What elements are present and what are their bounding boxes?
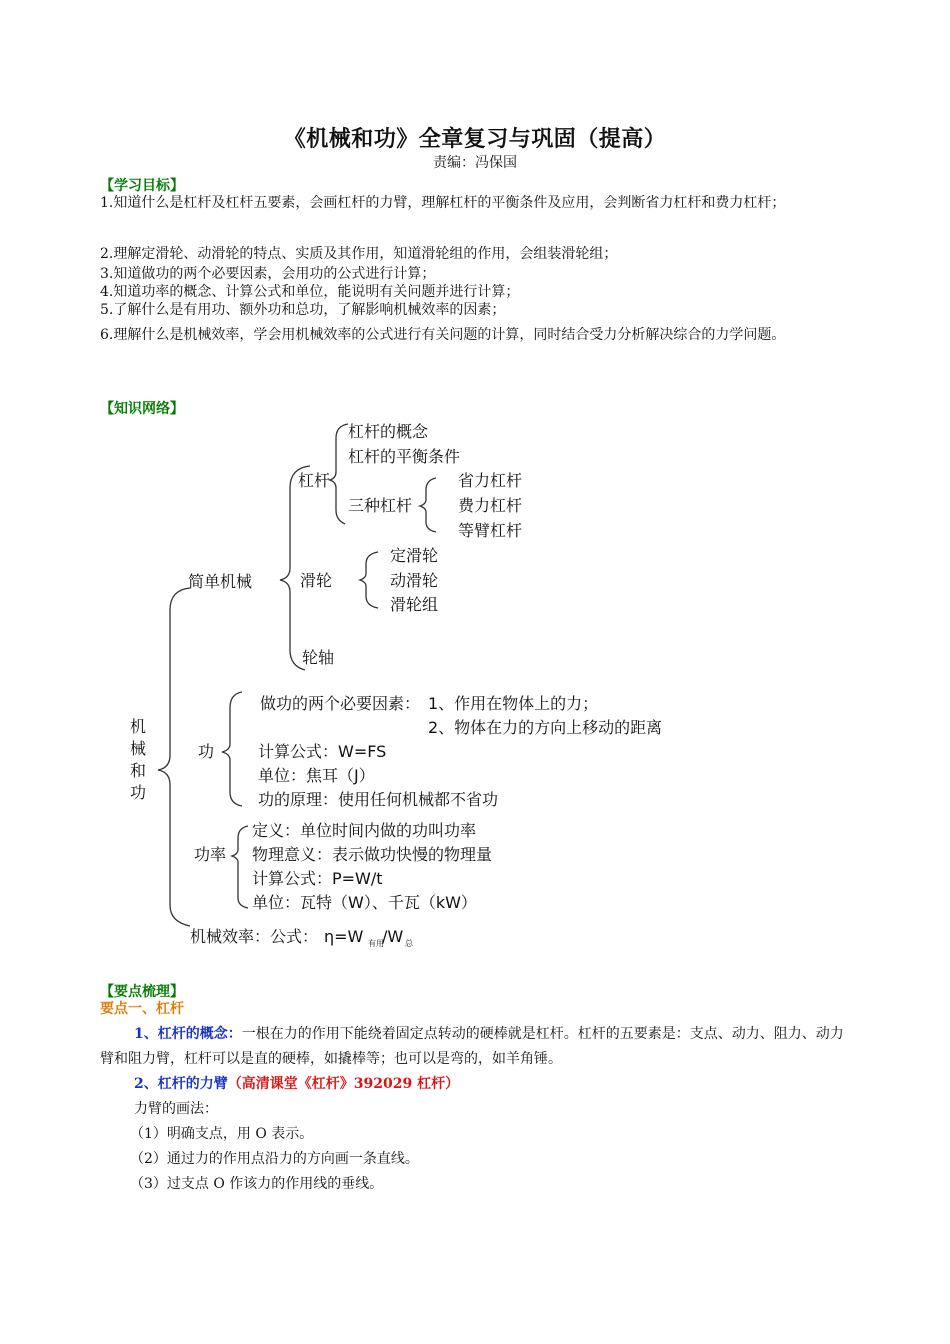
- efficiency-sub-total: 总: [405, 939, 413, 948]
- arm-step-3: （3）过支点 O 作该力的作用线的垂线。: [130, 1176, 384, 1192]
- lever-type-1: 省力杠杆: [458, 471, 523, 490]
- root-char-1: 机: [130, 717, 147, 736]
- wheel-axle-label: 轮轴: [302, 648, 335, 667]
- objectives-heading: 【学习目标】: [100, 178, 184, 194]
- pulley-type-2: 动滑轮: [390, 571, 439, 590]
- knowledge-network-diagram: [0, 410, 950, 955]
- brace-simple-machines: [280, 466, 310, 670]
- work-principle: 功的原理：使用任何机械都不省功: [258, 790, 499, 809]
- work-label: 功: [198, 742, 215, 761]
- power-formula: 计算公式：P=W/t: [252, 869, 383, 888]
- objective-5: 5.了解什么是有用功、额外功和总功，了解影响机械效率的因素；: [100, 302, 506, 318]
- work-factors-label: 做功的两个必要因素：: [260, 694, 421, 713]
- objective-4: 4.知道功率的概念、计算公式和单位，能说明有关问题并进行计算；: [100, 284, 520, 300]
- root-char-2: 械: [130, 739, 147, 758]
- brace-pulley: [360, 552, 378, 608]
- pulley-type-1: 定滑轮: [390, 546, 439, 565]
- lever-arm-heading: [100, 1072, 852, 1097]
- lever-type-2: 费力杠杆: [458, 496, 523, 515]
- work-factor-1: 1、作用在物体上的力；: [428, 694, 599, 713]
- objective-6: 6.理解什么是机械效率，学会用机械效率的公式进行有关问题的计算，同时结合受力分析解决综合的力学问题。: [100, 327, 786, 343]
- power-label: 功率: [194, 845, 227, 864]
- pulley-type-3: 滑轮组: [390, 595, 439, 614]
- brace-three-levers: [420, 478, 436, 532]
- efficiency-prefix: 机械效率：公式：: [190, 927, 319, 946]
- keypoints-heading: 【要点梳理】: [100, 984, 184, 1000]
- three-levers-label: 三种杠杆: [348, 496, 413, 515]
- brace-lever: [330, 424, 348, 524]
- lever-concept: 杠杆的概念: [348, 422, 429, 441]
- root-char-3: 和: [130, 761, 147, 780]
- power-meaning: 物理意义：表示做功快慢的物理量: [252, 845, 493, 864]
- efficiency-sub-useful: 有用: [368, 939, 384, 948]
- lever-concept-label: 1、杠杆的概念：: [134, 1026, 242, 1042]
- pulley-label: 滑轮: [300, 571, 333, 590]
- arm-method: 力臂的画法：: [134, 1101, 218, 1117]
- brace-work: [222, 692, 242, 806]
- simple-machines-label: 简单机械: [188, 572, 253, 591]
- point1-title-text: 要点一、杠杆: [100, 1001, 184, 1017]
- lever-type-3: 等臂杠杆: [458, 521, 523, 540]
- arm-step-1: （1）明确支点，用 O 表示。: [130, 1126, 314, 1142]
- lever-concept-paragraph: [100, 1022, 852, 1072]
- arm-label: 2、杠杆的力臂: [134, 1076, 228, 1092]
- brace-root: [158, 588, 190, 926]
- power-unit: 单位：瓦特（W）、千瓦（kW）: [252, 893, 477, 912]
- objective-1: 1.知道什么是杠杆及杠杆五要素，会画杠杆的力臂，理解杠杆的平衡条件及应用，会判断省力杠杆和费力杠杆；: [100, 195, 786, 211]
- page-title: 《机械和功》全章复习与巩固（提高）: [283, 126, 667, 152]
- work-factor-2: 2、物体在力的方向上移动的距离: [428, 718, 663, 737]
- editor-line: 责编：冯保国: [433, 155, 517, 171]
- arm-ref: （高清课堂《杠杆》392029 杠杆）: [227, 1076, 460, 1092]
- brace-power: [232, 826, 248, 908]
- efficiency-eta: η=W: [324, 927, 364, 946]
- network-heading: 【知识网络】: [100, 401, 184, 417]
- root-char-4: 功: [130, 783, 147, 802]
- work-formula: 计算公式：W=FS: [258, 742, 387, 761]
- lever-balance: 杠杆的平衡条件: [348, 447, 461, 466]
- power-definition: 定义：单位时间内做的功叫功率: [252, 821, 477, 840]
- point1-title: [100, 997, 852, 1022]
- work-unit: 单位：焦耳（J）: [258, 766, 375, 785]
- lever-concept-text: 一根在力的作用下能绕着固定点转动的硬棒就是杠杆。杠杆的五要素是：支点、动力、阻力、动力臂和阻力臂，杠杆可以是直的硬棒，如撬棒等；也可以是弯的，如羊角锤。: [100, 1026, 844, 1067]
- lever-label: 杠杆: [298, 471, 331, 490]
- objective-2: 2.理解定滑轮、动滑轮的特点、实质及其作用，知道滑轮组的作用，会组装滑轮组；: [100, 246, 618, 262]
- efficiency-slash-w: /W: [382, 927, 404, 946]
- objective-3: 3.知道做功的两个必要因素，会用功的公式进行计算；: [100, 266, 436, 282]
- arm-step-2: （2）通过力的作用点沿力的方向画一条直线。: [130, 1151, 419, 1167]
